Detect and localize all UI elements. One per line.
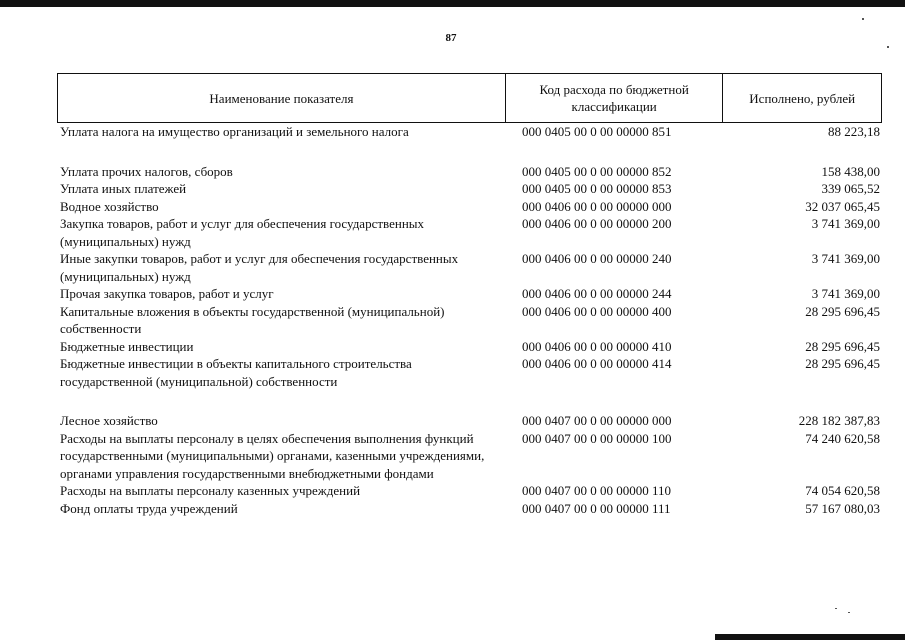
row-name: Закупка товаров, работ и услуг для обеспечения государственных (муниципальных) нужд [60,216,425,249]
row-code: 000 0406 00 0 00 00000 410 [522,338,672,354]
scan-speck [862,18,864,20]
row-code: 000 0405 00 0 00 00000 852 [522,163,672,179]
header-code: Код расхода по бюджетной классификации [505,74,722,122]
scan-speck [835,608,837,609]
table-row [57,412,882,430]
table-row [57,285,882,303]
page-number: 87 [445,32,457,44]
row-name: Лесное хозяйство [60,413,158,428]
row-code: 000 0406 00 0 00 00000 240 [522,251,672,266]
table-row [57,482,882,500]
row-amount: 3 741 369,00 [811,216,880,231]
row-code: 000 0407 00 0 00 00000 111 [522,500,671,516]
row-amount: 339 065,52 [821,181,880,196]
table-row [57,250,882,285]
row-name: Бюджетные инвестиции [60,338,194,354]
table-row [57,123,882,141]
row-code: 000 0406 00 0 00 00000 400 [522,303,672,319]
row-code: 000 0407 00 0 00 00000 100 [522,430,672,446]
scan-top-border [0,0,905,7]
row-name: Бюджетные инвестиции в объекты капитального строительства государственной (муниципальной) собственности [60,356,412,389]
row-name: Фонд оплаты труда учреждений [60,500,238,516]
row-amount: 88 223,18 [828,124,880,139]
table-row [57,180,882,198]
row-amount: 57 167 080,03 [805,500,880,516]
header-amount: Исполнено, рублей [722,74,881,122]
row-amount: 28 295 696,45 [805,303,880,319]
row-code: 000 0407 00 0 00 00000 110 [522,483,672,498]
row-name: Прочая закупка товаров, работ и услуг [60,286,274,301]
row-code: 000 0406 00 0 00 00000 200 [522,216,672,231]
table-row [57,303,882,338]
row-name: Расходы на выплаты персоналу в целях обеспечения выполнения функций государственными (муниципальными) органами, казенными учреждениями, органами управления государственными внебюджетными фондами [60,430,485,481]
expenditure-table [57,73,882,517]
row-name: Уплата налога на имущество организаций и земельного налога [60,124,409,139]
table-row [57,215,882,250]
scan-speck [887,46,889,48]
row-code: 000 0406 00 0 00 00000 000 [522,198,672,214]
scan-speck [848,612,850,613]
row-amount: 74 054 620,58 [805,483,880,498]
table-row [57,500,882,518]
row-amount: 3 741 369,00 [811,286,880,301]
row-amount: 228 182 387,83 [798,413,880,428]
row-name: Водное хозяйство [60,198,159,214]
row-code: 000 0407 00 0 00 00000 000 [522,413,672,428]
table-header [57,73,882,123]
row-code: 000 0406 00 0 00 00000 244 [522,286,672,301]
row-amount: 3 741 369,00 [811,251,880,266]
table-row [57,355,882,390]
row-name: Расходы на выплаты персоналу казенных учреждений [60,483,361,498]
table-row [57,163,882,181]
table-row [57,198,882,216]
row-amount: 28 295 696,45 [805,338,880,354]
row-name: Капитальные вложения в объекты государственной (муниципальной) собственности [60,303,445,336]
scan-bottom-border [715,634,905,640]
row-amount: 74 240 620,58 [805,430,880,446]
row-amount: 32 037 065,45 [805,198,880,214]
row-code: 000 0405 00 0 00 00000 851 [522,124,672,139]
table-row [57,430,882,483]
row-amount: 158 438,00 [821,163,880,179]
header-name: Наименование показателя [209,90,354,106]
table-row [57,338,882,356]
row-name: Иные закупки товаров, работ и услуг для обеспечения государственных (муниципальных) нужд [60,251,459,284]
row-name: Уплата иных платежей [60,181,187,196]
row-code: 000 0405 00 0 00 00000 853 [522,181,672,196]
row-name: Уплата прочих налогов, сборов [60,163,233,179]
row-code: 000 0406 00 0 00 00000 414 [522,356,672,371]
row-amount: 28 295 696,45 [805,356,880,371]
